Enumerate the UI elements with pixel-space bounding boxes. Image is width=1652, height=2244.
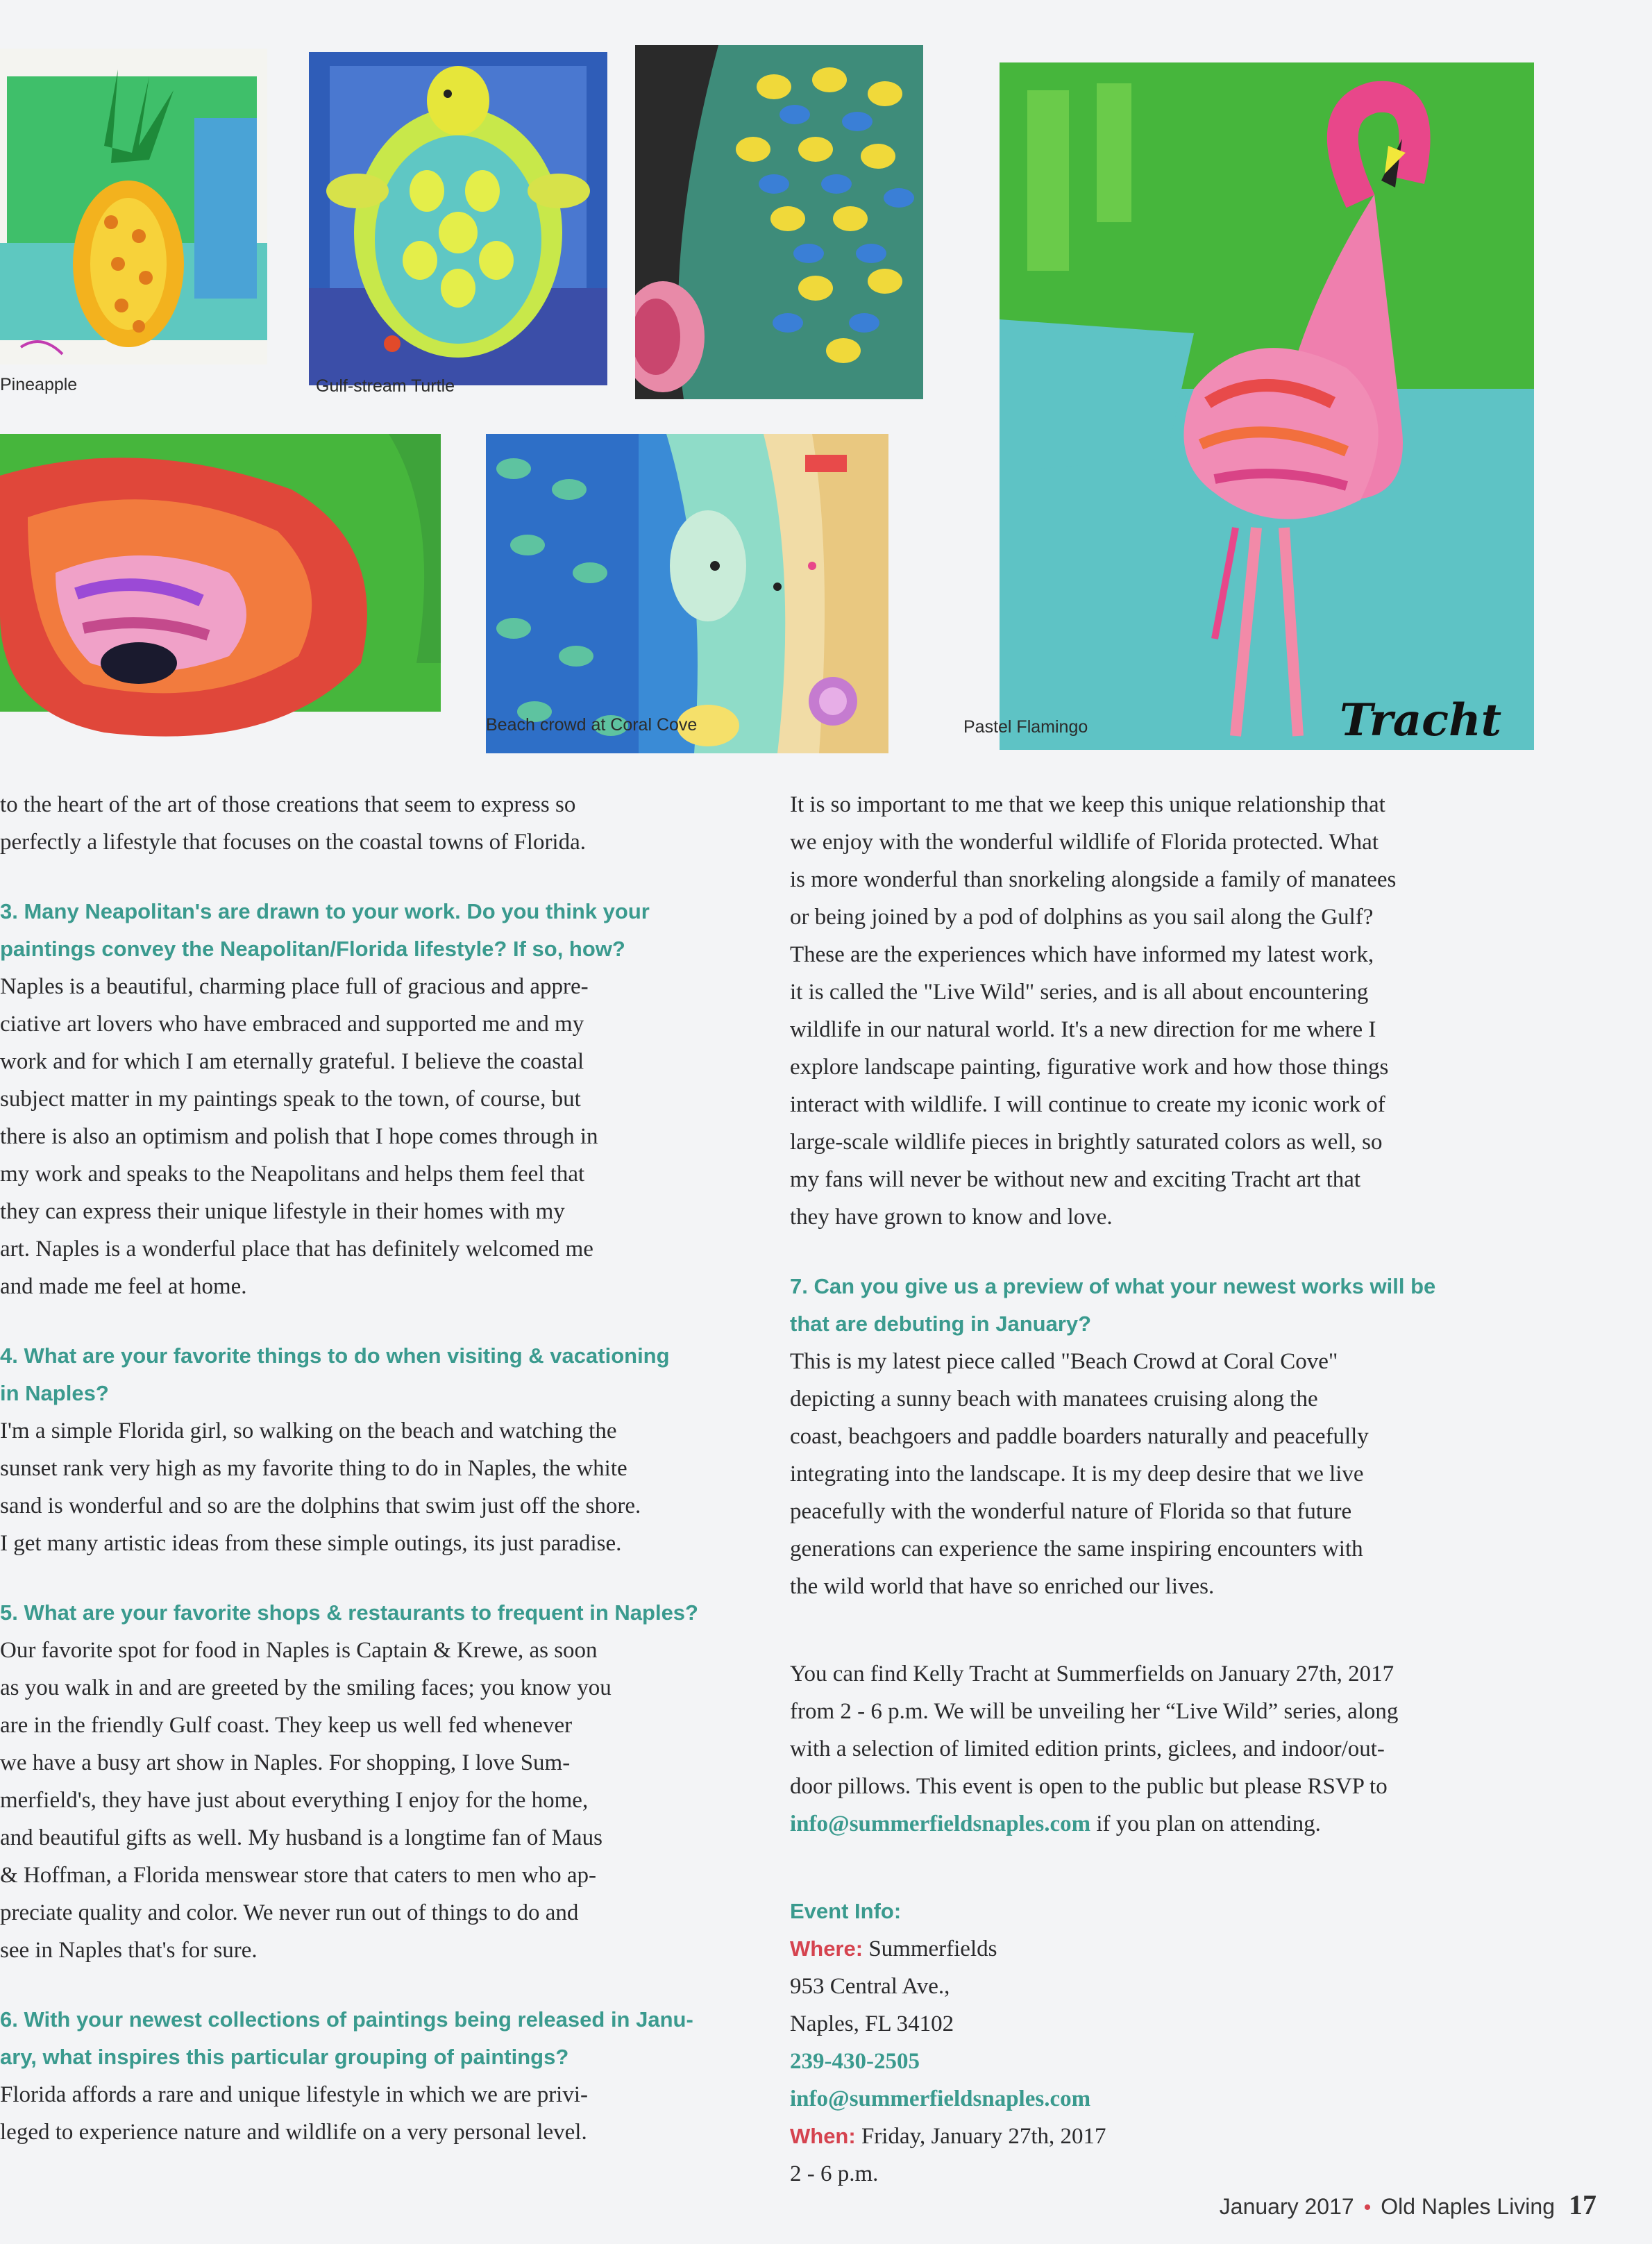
artist-signature: Tracht <box>1340 694 1502 746</box>
answer-3: Naples is a beautiful, charming place full of gracious and appre- ciative art lovers who have embraced and supported me and my work and for which I am eternally grateful. I believe the coastal subject matter in my paintings speak to the town, of course, but there is also an optimism and polish that I hope comes through in my work and speaks to the Neapolitans and helps them feel that they can express their unique lifestyle in their homes with my art. Naples is a wonderful place that has definitely welcomed me and made me feel at home. <box>0 974 598 1299</box>
turtle-painting <box>309 52 607 385</box>
event-info <box>790 1893 1623 2193</box>
issue-date: January 2017 <box>1219 2194 1354 2219</box>
intro-paragraph: to the heart of the art of those creations that seem to express so perfectly a lifestyle that focuses on the coastal towns of Florida. <box>0 792 586 855</box>
pineapple-caption: Pineapple <box>0 375 78 394</box>
event-venue: Summerfields <box>863 1936 997 1961</box>
beach-caption: Beach crowd at Coral Cove <box>486 715 698 735</box>
event-date: Friday, January 27th, 2017 <box>855 2124 1106 2149</box>
answer-6: Florida affords a rare and unique lifestyle in which we are privi- leged to experience nature and wildlife on a very personal level. <box>0 2082 589 2145</box>
beach-crowd-painting <box>486 434 888 753</box>
promo-paragraph: You can find Kelly Tracht at Summerfields on January 27th, 2017 from 2 - 6 p.m. We will be unveiling her “Live Wild” series, along with a selection of limited edition prints, giclees, and indoor/out- door pillows. This event is open to the public but please RSVP to info@summerfieldsnaples.com if you plan on attending. <box>790 1661 1399 1836</box>
answer-5: Our favorite spot for food in Naples is Captain & Krewe, as soon as you walk in and are greeted by the smiling faces; you know you are in the friendly Gulf coast. They keep us well fed whenever we have a busy art show in Naples. For shopping, I love Sum- merfield's, they have just about everything I enjoy for the home, and beautiful gifts as well. My husband is a longtime fan of Maus & Hoffman, a Florida menswear store that caters to men who ap- preciate quality and color. We never run out of things to do and see in Naples that's for sure. <box>0 1638 612 1963</box>
question-3: 3. Many Neapolitan's are drawn to your work. Do you think your paintings convey the Neapolitan/Florida lifestyle? If so, how? <box>0 899 650 961</box>
separator-dot: • <box>1363 2196 1372 2219</box>
left-column <box>0 786 753 2151</box>
event-address-2: Naples, FL 34102 <box>790 2011 954 2036</box>
pink-lily-wall-painting <box>635 45 923 399</box>
event-address-1: 953 Central Ave., <box>790 1974 950 1999</box>
live-wild-paragraph: It is so important to me that we keep this unique relationship that we enjoy with the wonderful wildlife of Florida protected. What is more wonderful than snorkeling alongside a family of manatees or being joined by a pod of dolphins as you sail along the Gulf? These are the experiences which have informed my latest work, it is called the "Live Wild" series, and is all about encountering wildlife in our natural world. It's a new direction for me where I explore landscape painting, figurative work and how those things interact with wildlife. I will continue to create my iconic work of large-scale wildlife pieces in brightly saturated colors as well, so my fans will never be without new and exciting Tracht art that they have grown to know and love. <box>790 792 1397 1230</box>
page-footer <box>1220 2188 1596 2230</box>
question-7: 7. Can you give us a preview of what your newest works will be that are debuting in January? <box>790 1274 1436 1336</box>
magazine-name: Old Naples Living <box>1381 2194 1555 2219</box>
where-label: Where: <box>790 1936 863 1961</box>
promo-email-link[interactable]: info@summerfieldsnaples.com <box>790 1811 1091 1836</box>
question-5: 5. What are your favorite shops & restaurants to frequent in Naples? <box>0 1600 698 1625</box>
question-4: 4. What are your favorite things to do when visiting & vacationing in Naples? <box>0 1343 670 1405</box>
turtle-caption: Gulf-stream Turtle <box>316 376 455 396</box>
question-6: 6. With your newest collections of paintings being released in Janu- ary, what inspires this particular grouping of paintings? <box>0 2007 693 2069</box>
answer-4: I'm a simple Florida girl, so walking on the beach and watching the sunset rank very high as my favorite thing to do in Naples, the white sand is wonderful and so are the dolphins that swim just off the shore. I get many artistic ideas from these simple outings, its just paradise. <box>0 1418 641 1556</box>
pineapple-painting <box>0 49 267 365</box>
when-label: When: <box>790 2124 856 2148</box>
pastel-flamingo-painting <box>986 42 1548 757</box>
flamingo-closeup-painting <box>0 434 441 753</box>
event-time: 2 - 6 p.m. <box>790 2161 879 2186</box>
flamingo-caption: Pastel Flamingo <box>963 717 1088 737</box>
answer-7: This is my latest piece called "Beach Crowd at Coral Cove" depicting a sunny beach with manatees cruising along the coast, beachgoers and paddle boarders naturally and peacefully integrating into the landscape. It is my deep desire that we live peacefully with the wonderful nature of Florida so that future generations can experience the same inspiring encounters with the wild world that have so enriched our lives. <box>790 1349 1369 1599</box>
right-column <box>790 786 1623 2193</box>
page-number: 17 <box>1569 2189 1596 2220</box>
event-info-title: Event Info: <box>790 1899 902 1923</box>
event-email-link[interactable]: info@summerfieldsnaples.com <box>790 2086 1091 2111</box>
event-phone-link[interactable]: 239-430-2505 <box>790 2049 920 2074</box>
